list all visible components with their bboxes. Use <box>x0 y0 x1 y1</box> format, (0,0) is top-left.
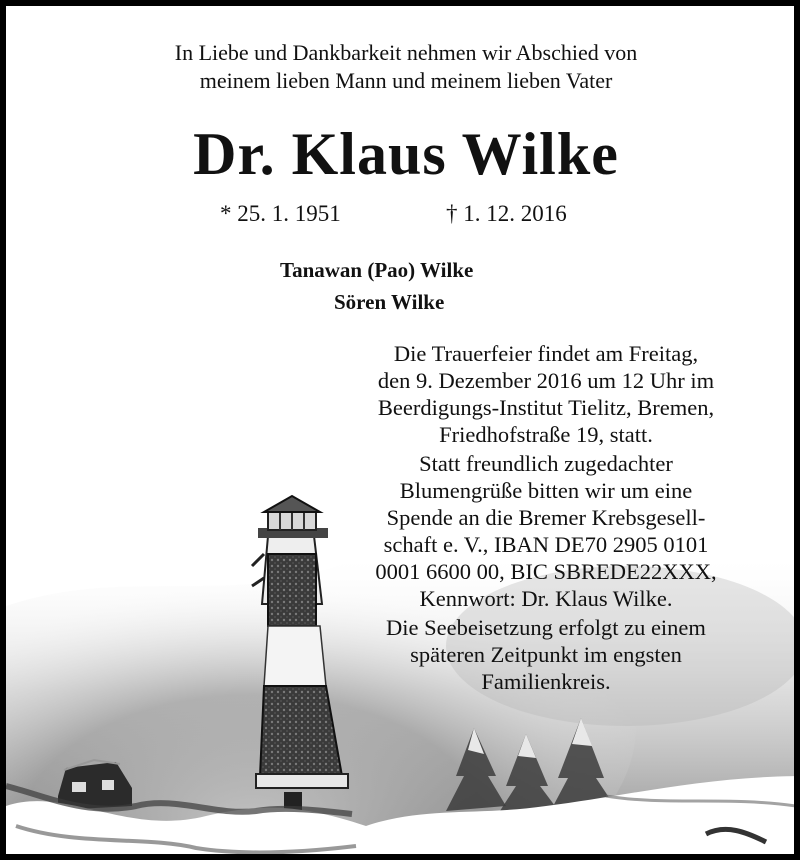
donation-line: schaft e. V., IBAN DE70 2905 0101 <box>383 532 709 557</box>
burial-line: späteren Zeitpunkt im engsten <box>410 642 682 667</box>
deceased-name: Dr. Klaus Wilke <box>193 121 619 187</box>
intro-line-1: In Liebe und Dankbarkeit nehmen wir Abschied von <box>174 40 638 65</box>
donation-line: Spende an die Bremer Krebsgesell- <box>386 505 706 530</box>
donation-line: Blumengrüße bitten wir um eine <box>399 478 693 503</box>
donation-line: Kennwort: Dr. Klaus Wilke. <box>419 586 673 611</box>
family-member: Sören Wilke <box>334 290 445 314</box>
donation-text <box>306 450 786 612</box>
intro-line-2: meinem lieben Mann und meinem lieben Vater <box>199 68 613 93</box>
ceremony-line: Die Trauerfeier findet am Freitag, <box>393 341 699 366</box>
ceremony-line: Friedhofstraße 19, statt. <box>439 422 653 447</box>
birth-date: * 25. 1. 1951 <box>220 201 341 226</box>
burial-line: Familienkreis. <box>481 669 611 694</box>
ceremony-text <box>306 340 786 448</box>
donation-line: 0001 6600 00, BIC SBREDE22XXX, <box>375 559 717 584</box>
burial-text <box>306 614 786 695</box>
family-member: Tanawan (Pao) Wilke <box>280 258 474 282</box>
funeral-info <box>306 340 786 697</box>
donation-line: Statt freundlich zugedachter <box>419 451 673 476</box>
burial-line: Die Seebeisetzung erfolgt zu einem <box>386 615 706 640</box>
ceremony-line: Beerdigungs-Institut Tielitz, Bremen, <box>377 395 715 420</box>
ceremony-line: den 9. Dezember 2016 um 12 Uhr im <box>377 368 715 393</box>
death-date: † 1. 12. 2016 <box>446 201 567 226</box>
